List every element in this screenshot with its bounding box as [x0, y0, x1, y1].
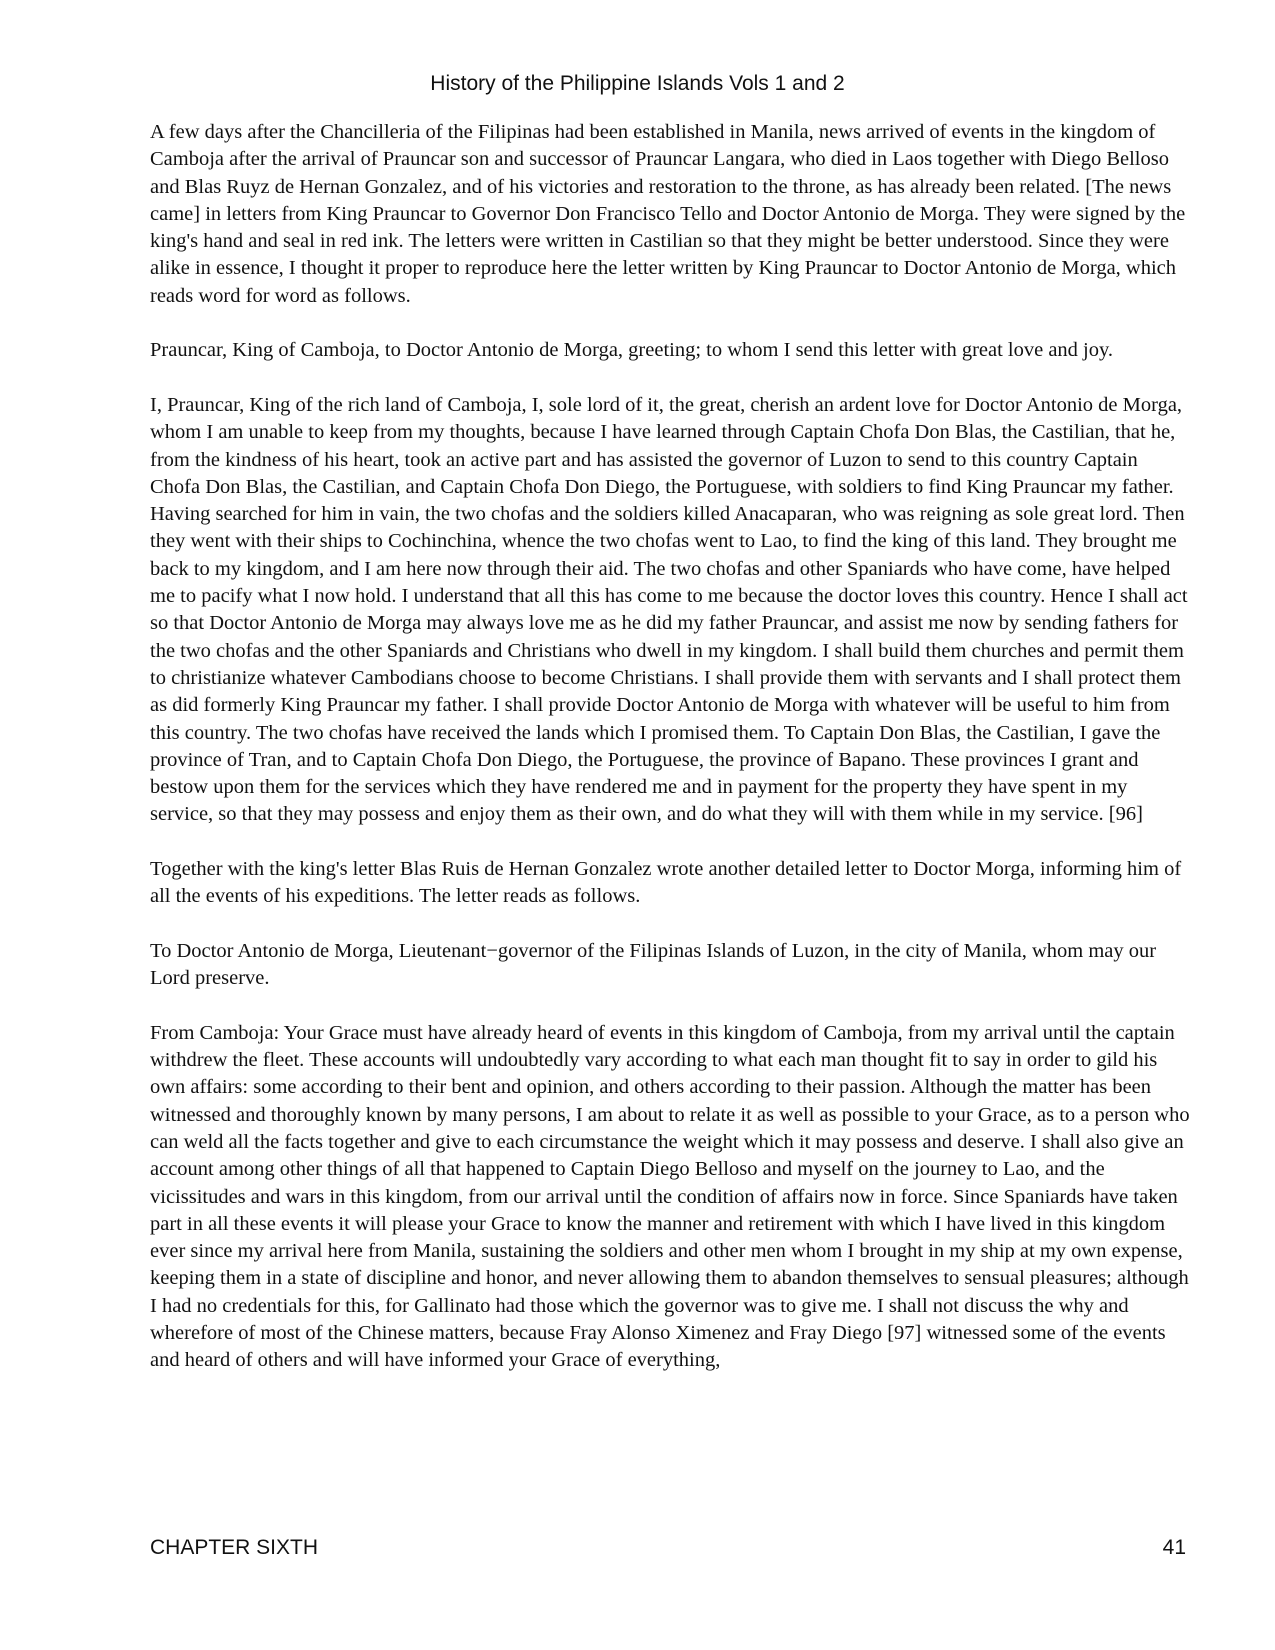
- body-text: [150, 119, 1190, 1402]
- paragraph-blas-address: To Doctor Antonio de Morga, Lieutenant−governor of the Filipinas Islands of Luzon, in the city of Manila, whom may our Lord preserve.: [150, 939, 1157, 990]
- page-number: 41: [1162, 1536, 1186, 1559]
- chapter-label: CHAPTER SIXTH: [150, 1536, 319, 1559]
- paragraph-king-letter: I, Prauncar, King of the rich land of Camboja, I, sole lord of it, the great, cherish an ardent love for Doctor Antonio de Morga, whom I am unable to keep from my thoughts, because I have learned through Captain Chofa Don Blas, the Castilian, that he, from the kindness of his heart, took an active part and has assisted the governor of Luzon to send to this country Captain Chofa Don Blas, the Castilian, and Captain Chofa Don Diego, the Portuguese, with soldiers to find King Prauncar my father. Having searched for him in vain, the two chofas and the soldiers killed Anacaparan, who was reigning as sole great lord. Then they went with their ships to Cochinchina, whence the two chofas went to Lao, to find the king of this land. They brought me back to my kingdom, and I am here now through their aid. The two chofas and other Spaniards who have come, have helped me to pacify what I now hold. I understand that all this has come to me because the doctor loves this country. Hence I shall act so that Doctor Antonio de Morga may always love me as he did my father Prauncar, and assist me now by sending fathers for the two chofas and the other Spaniards and Christians who dwell in my kingdom. I shall build them churches and permit them to christianize whatever Cambodians choose to become Christians. I shall provide them with servants and I shall protect them as did formerly King Prauncar my father. I shall provide Doctor Antonio de Morga with whatever will be useful to him from this country. The two chofas have received the lands which I promised them. To Captain Don Blas, the Castilian, I gave the province of Tran, and to Captain Chofa Don Diego, the Portuguese, the province of Bapano. These provinces I grant and bestow upon them for the services which they have rendered me and in payment for the property they have spent in my service, so that they may possess and enjoy them as their own, and do what they will with them while in my service. [96]: [150, 393, 1188, 826]
- paragraph-blas-intro: Together with the king's letter Blas Ruis de Hernan Gonzalez wrote another detailed letter to Doctor Morga, informing him of all the events of his expeditions. The letter reads as follows.: [150, 858, 1182, 908]
- page-header-title: History of the Philippine Islands Vols 1 and 2: [430, 72, 845, 95]
- paragraph-letter-salutation: Prauncar, King of Camboja, to Doctor Antonio de Morga, greeting; to whom I send this letter with great love and joy.: [150, 339, 1114, 362]
- paragraph-blas-letter: From Camboja: Your Grace must have already heard of events in this kingdom of Camboja, from my arrival until the captain withdrew the fleet. These accounts will undoubtedly vary according to what each man thought fit to say in order to gild his own affairs: some according to their bent and opinion, and others according to their passion. Although the matter has been witnessed and thoroughly known by many persons, I am about to relate it as well as possible to your Grace, as to a person who can weld all the facts together and give to each circumstance the weight which it may possess and deserve. I shall also give an account among other things of all that happened to Captain Diego Belloso and myself on the journey to Lao, and the vicissitudes and wars in this kingdom, from our arrival until the condition of affairs now in force. Since Spaniards have taken part in all these events it will please your Grace to know the manner and retirement with which I have lived in this kingdom ever since my arrival here from Manila, sustaining the soldiers and other men whom I brought in my ship at my own expense, keeping them in a state of discipline and honor, and never allowing them to abandon themselves to sensual pleasures; although I had no credentials for this, for Gallinato had those which the governor was to give me. I shall not discuss the why and wherefore of most of the Chinese matters, because Fray Alonso Ximenez and Fray Diego [97] witnessed some of the events and heard of others and will have informed your Grace of everything,: [150, 1021, 1190, 1372]
- paragraph-intro: A few days after the Chancilleria of the Filipinas had been established in Manila, news arrived of events in the kingdom of Camboja after the arrival of Prauncar son and successor of Prauncar Langara, who died in Laos together with Diego Belloso and Blas Ruyz de Hernan Gonzalez, and of his victories and restoration to the throne, as has already been related. [The news came] in letters from King Prauncar to Governor Don Francisco Tello and Doctor Antonio de Morga. They were signed by the king's hand and seal in red ink. The letters were written in Castilian so that they might be better understood. Since they were alike in essence, I thought it proper to reproduce here the letter written by King Prauncar to Doctor Antonio de Morga, which reads word for word as follows.: [150, 121, 1186, 307]
